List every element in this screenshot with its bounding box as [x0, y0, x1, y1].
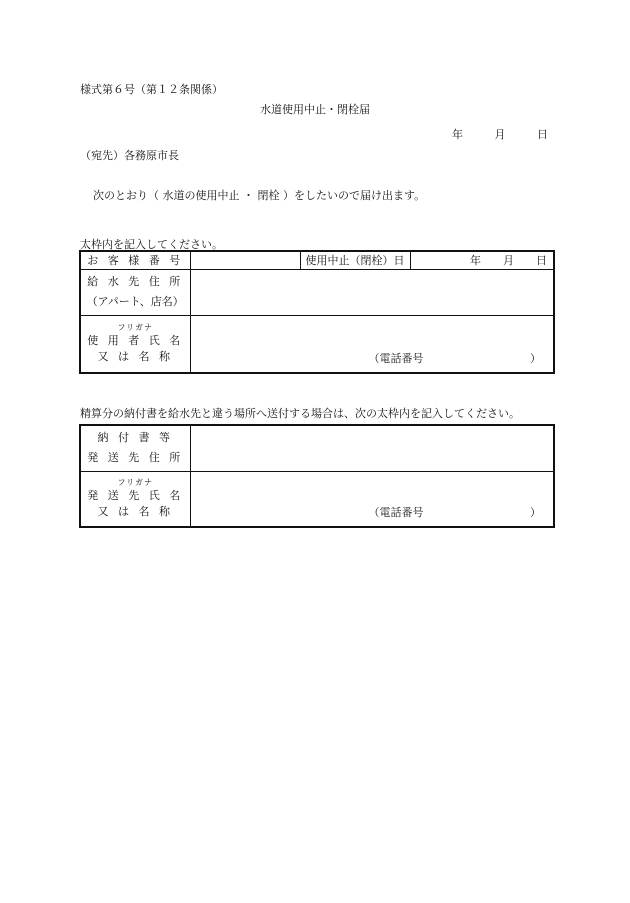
user-name-label	[80, 315, 190, 373]
phone-label-2: （電話番号	[368, 506, 424, 519]
date-month: 月	[494, 128, 506, 141]
user-name-field[interactable]	[190, 315, 554, 373]
bill-name-label-line1: 発 送 先 氏 名	[87, 489, 184, 503]
date-year: 年	[452, 128, 463, 141]
bill-name-label	[80, 471, 190, 527]
phone-label: （電話番号	[368, 352, 424, 365]
furigana-label: フリガナ	[117, 323, 154, 333]
bill-address-field[interactable]	[190, 425, 554, 471]
customer-number-label: お 客 様 番 号	[80, 251, 190, 269]
supply-address-sub: （アパート、店名）	[86, 295, 184, 308]
form-number: 様式第６号（第１２条関係）	[80, 83, 223, 96]
bill-address-label-line2: 発 送 先 住 所	[87, 451, 184, 465]
phone-close-2: ）	[530, 506, 541, 519]
stop-date-label: 使用中止（閉栓）日	[300, 251, 410, 269]
bill-address-label-line1: 納 付 書 等	[97, 431, 173, 445]
date-day: 日	[537, 128, 548, 141]
submission-date	[452, 126, 548, 142]
bill-name-field[interactable]	[190, 471, 554, 527]
bill-address-label	[80, 425, 190, 471]
customer-number-field[interactable]	[190, 251, 300, 269]
bill-name-label-line2: 又 は 名 称	[97, 505, 173, 519]
stop-date-field[interactable]	[410, 251, 554, 269]
section1-note: 太枠内を記入してください。	[80, 238, 223, 251]
billing-form-table	[79, 424, 555, 528]
user-name-label-line2: 又 は 名 称	[97, 350, 173, 364]
supply-address-main: 給 水 先 住 所	[87, 275, 184, 288]
document-title: 水道使用中止・閉栓届	[260, 103, 370, 116]
stop-year: 年	[470, 254, 481, 268]
phone-close: ）	[530, 352, 541, 365]
furigana-label-2: フリガナ	[117, 478, 154, 488]
supply-address-label	[80, 269, 190, 315]
section2-note: 精算分の納付書を給水先と違う場所へ送付する場合は、次の太枠内を記入してください。	[80, 407, 520, 420]
stop-day: 日	[536, 254, 547, 268]
addressee: （宛先）各務原市長	[80, 149, 179, 162]
stop-month: 月	[503, 254, 514, 268]
supply-address-field[interactable]	[190, 269, 554, 315]
user-name-label-line1: 使 用 者 氏 名	[87, 334, 184, 348]
service-form-table	[79, 250, 555, 374]
statement: 次のとおり（ 水道の使用中止 ・ 閉栓 ）をしたいので届け出ます。	[93, 189, 426, 202]
